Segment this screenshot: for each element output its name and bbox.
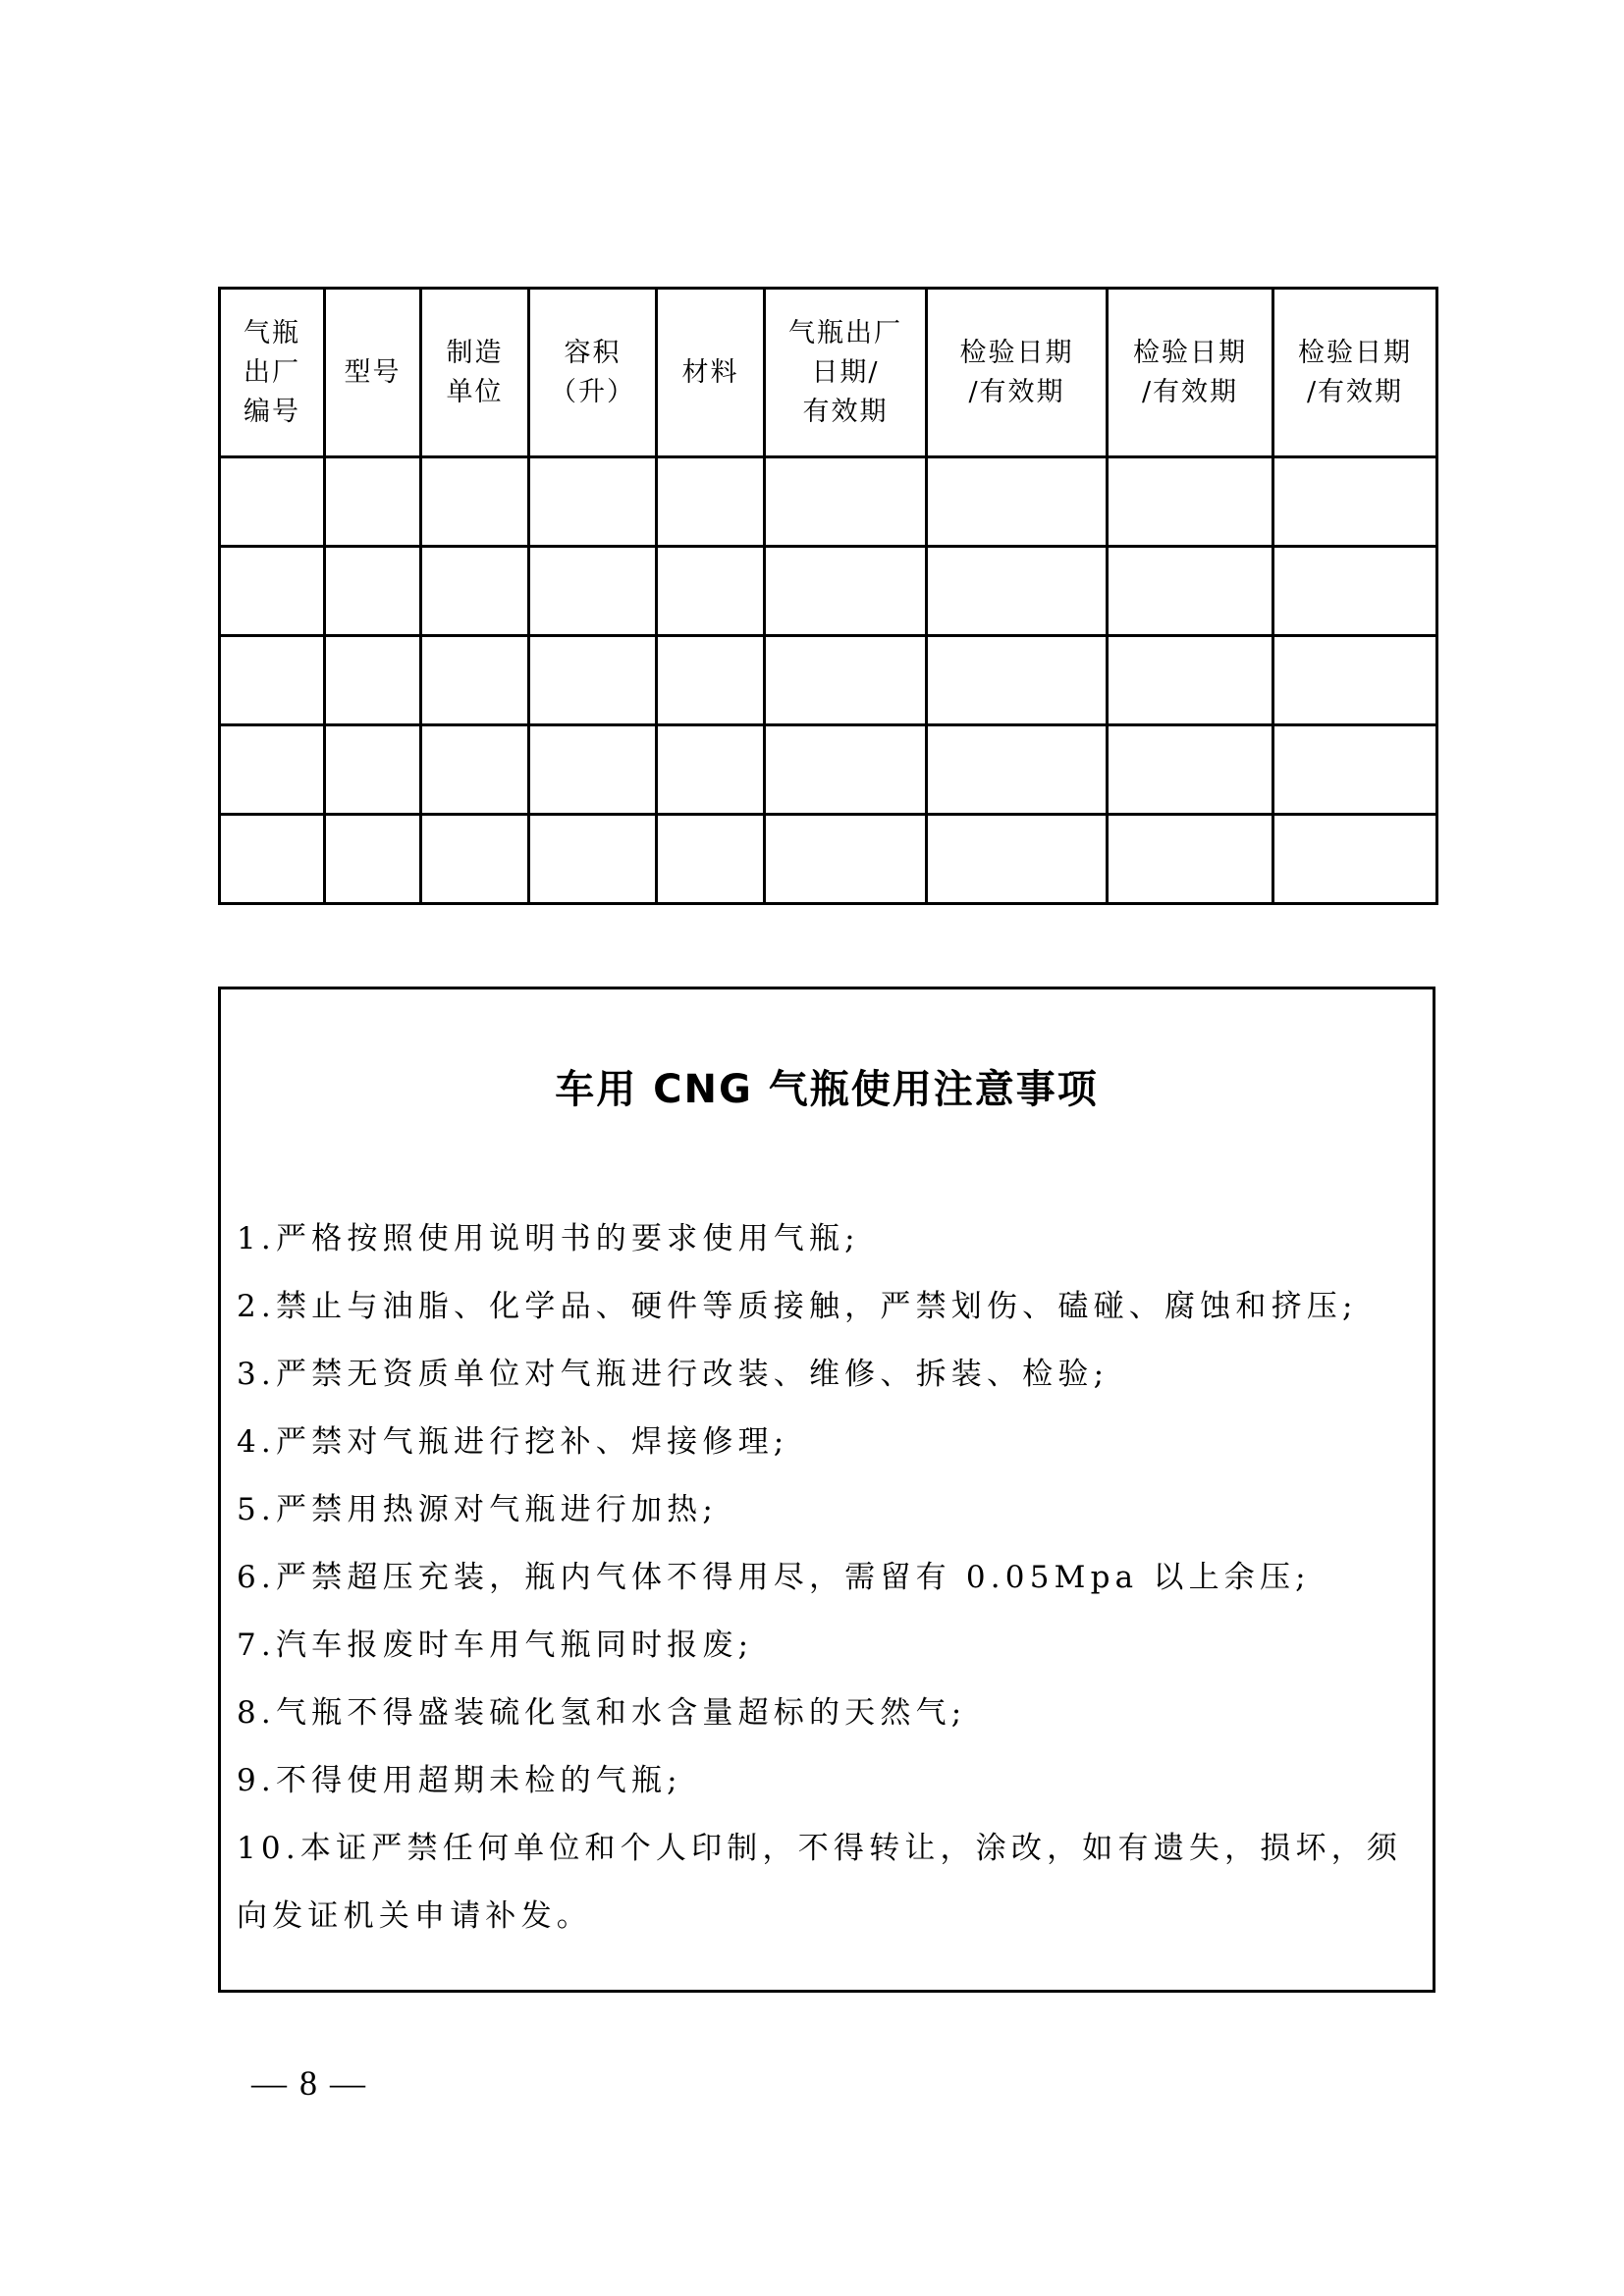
- header-manufacturer: 制造 单位: [421, 289, 529, 457]
- table-cell[interactable]: [1108, 815, 1273, 904]
- table-cell[interactable]: [657, 457, 765, 547]
- header-inspection-date-2: 检验日期 /有效期: [1108, 289, 1273, 457]
- table-row: [220, 547, 1437, 636]
- notice-item: 5.严禁用热源对气瓶进行加热;: [237, 1492, 719, 1527]
- table-cell[interactable]: [657, 636, 765, 725]
- header-volume: 容积 （升）: [529, 289, 657, 457]
- table-cell[interactable]: [220, 725, 325, 815]
- notice-item: 8.气瓶不得盛装硫化氢和水含量超标的天然气;: [237, 1695, 967, 1731]
- table-cell[interactable]: [927, 725, 1108, 815]
- notice-item: 7.汽车报废时车用气瓶同时报废;: [237, 1628, 754, 1663]
- table-cell[interactable]: [529, 815, 657, 904]
- table-cell[interactable]: [220, 815, 325, 904]
- table-body: [220, 457, 1437, 904]
- table-cell[interactable]: [220, 457, 325, 547]
- table-cell[interactable]: [325, 547, 421, 636]
- table-cell[interactable]: [421, 457, 529, 547]
- table-row: [220, 636, 1437, 725]
- table-cell[interactable]: [1273, 636, 1437, 725]
- notice-item: 2.禁止与油脂、化学品、硬件等质接触，严禁划伤、磕碰、腐蚀和挤压;: [237, 1289, 1358, 1324]
- notice-item: 6.严禁超压充装，瓶内气体不得用尽，需留有 0.05Mpa 以上余压;: [237, 1560, 1311, 1595]
- notice-list: [237, 1205, 1423, 1950]
- table-cell[interactable]: [1273, 547, 1437, 636]
- table-cell[interactable]: [927, 636, 1108, 725]
- table-row: [220, 457, 1437, 547]
- notice-item: 3.严禁无资质单位对气瓶进行改装、维修、拆装、检验;: [237, 1357, 1110, 1392]
- table-cell[interactable]: [657, 547, 765, 636]
- table-cell[interactable]: [1273, 815, 1437, 904]
- notice-item: 10.本证严禁任何单位和个人印制，不得转让，涂改，如有遗失，损坏，须向发证机关申请补发。: [237, 1831, 1403, 1934]
- header-material: 材料: [657, 289, 765, 457]
- table-cell[interactable]: [1108, 547, 1273, 636]
- table-cell[interactable]: [765, 636, 927, 725]
- table-cell[interactable]: [421, 725, 529, 815]
- table-cell[interactable]: [1108, 636, 1273, 725]
- table-cell[interactable]: [927, 547, 1108, 636]
- header-model: 型号: [325, 289, 421, 457]
- table-cell[interactable]: [765, 547, 927, 636]
- table-cell[interactable]: [325, 457, 421, 547]
- usage-notice-box: [218, 987, 1435, 1993]
- table-cell[interactable]: [1273, 457, 1437, 547]
- table-cell[interactable]: [765, 815, 927, 904]
- table-cell[interactable]: [1108, 725, 1273, 815]
- header-inspection-date-3: 检验日期 /有效期: [1273, 289, 1437, 457]
- table-cell[interactable]: [325, 636, 421, 725]
- header-cylinder-serial: 气瓶 出厂 编号: [220, 289, 325, 457]
- table-cell[interactable]: [421, 815, 529, 904]
- table-cell[interactable]: [220, 636, 325, 725]
- table-cell[interactable]: [927, 457, 1108, 547]
- table-cell[interactable]: [421, 547, 529, 636]
- table-cell[interactable]: [325, 815, 421, 904]
- table-cell[interactable]: [927, 815, 1108, 904]
- table-cell[interactable]: [765, 457, 927, 547]
- table-cell[interactable]: [765, 725, 927, 815]
- table-header-row: [220, 289, 1437, 457]
- table-cell[interactable]: [1108, 457, 1273, 547]
- table-cell[interactable]: [1273, 725, 1437, 815]
- table-cell[interactable]: [529, 457, 657, 547]
- table-row: [220, 725, 1437, 815]
- table-cell[interactable]: [220, 547, 325, 636]
- table-cell[interactable]: [529, 725, 657, 815]
- table-cell[interactable]: [421, 636, 529, 725]
- cylinder-record-table: [218, 287, 1438, 905]
- notice-item: 1.严格按照使用说明书的要求使用气瓶;: [237, 1221, 860, 1256]
- notice-item: 9.不得使用超期未检的气瓶;: [237, 1763, 682, 1798]
- table-row: [220, 815, 1437, 904]
- header-inspection-date-1: 检验日期 /有效期: [927, 289, 1108, 457]
- table-cell[interactable]: [657, 815, 765, 904]
- table-cell[interactable]: [529, 636, 657, 725]
- notice-title: 车用 CNG 气瓶使用注意事项: [555, 1067, 1099, 1112]
- page-number: — 8 —: [251, 2063, 367, 2103]
- table-cell[interactable]: [325, 725, 421, 815]
- table-cell[interactable]: [529, 547, 657, 636]
- header-manufacture-date: 气瓶出厂 日期/ 有效期: [765, 289, 927, 457]
- table-cell[interactable]: [657, 725, 765, 815]
- notice-item: 4.严禁对气瓶进行挖补、焊接修理;: [237, 1424, 789, 1460]
